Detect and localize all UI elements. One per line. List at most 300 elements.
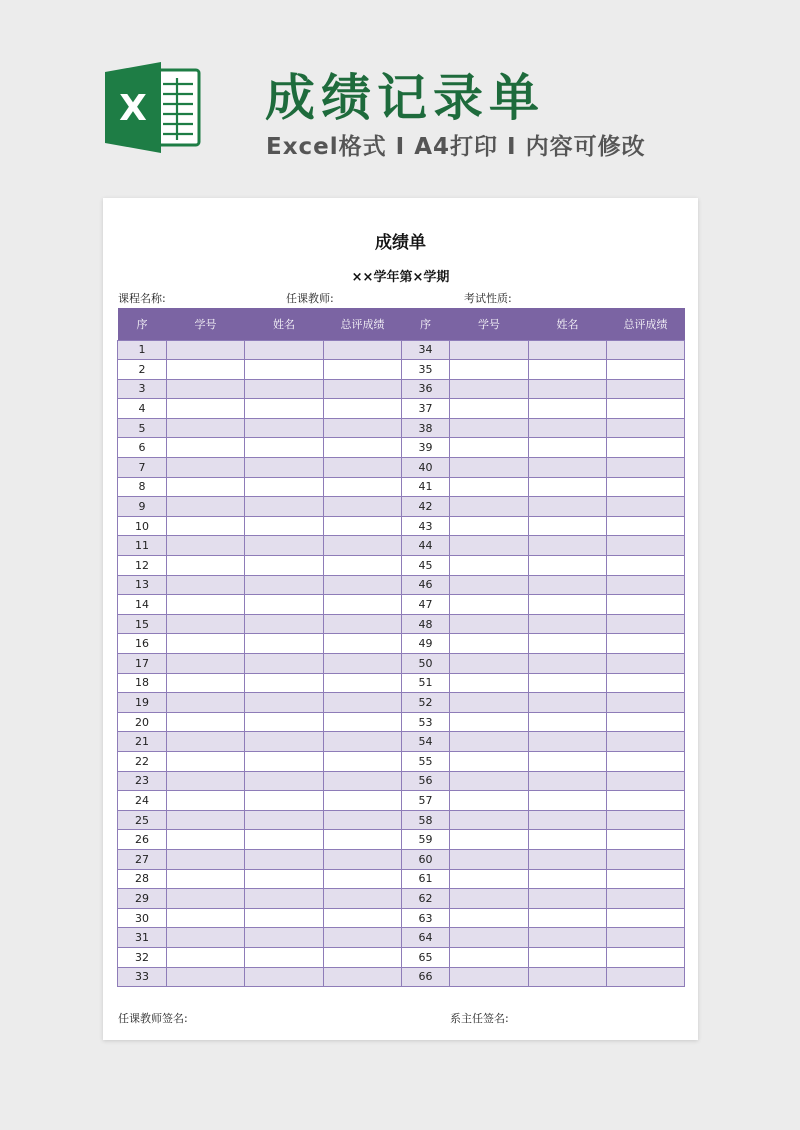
name-cell[interactable] bbox=[529, 928, 607, 948]
student-id-cell[interactable] bbox=[167, 810, 245, 830]
total-score-cell[interactable] bbox=[607, 477, 685, 497]
seq-cell: 53 bbox=[402, 712, 450, 732]
student-id-cell[interactable] bbox=[167, 849, 245, 869]
name-cell[interactable] bbox=[245, 791, 324, 811]
total-score-cell[interactable] bbox=[607, 967, 685, 987]
total-score-cell[interactable] bbox=[324, 497, 402, 517]
name-cell[interactable] bbox=[529, 458, 607, 478]
student-id-cell[interactable] bbox=[167, 967, 245, 987]
document-sheet bbox=[103, 198, 698, 1040]
seq-cell: 42 bbox=[402, 497, 450, 517]
total-score-cell[interactable] bbox=[324, 908, 402, 928]
student-id-cell[interactable] bbox=[450, 810, 529, 830]
table-row bbox=[118, 634, 685, 654]
total-score-cell[interactable] bbox=[607, 516, 685, 536]
teacher-label: 任课教师: bbox=[286, 292, 334, 305]
seq-cell: 64 bbox=[402, 928, 450, 948]
name-cell[interactable] bbox=[529, 771, 607, 791]
name-cell[interactable] bbox=[529, 536, 607, 556]
name-cell[interactable] bbox=[245, 751, 324, 771]
student-id-cell[interactable] bbox=[450, 340, 529, 360]
name-cell[interactable] bbox=[245, 379, 324, 399]
name-cell[interactable] bbox=[529, 732, 607, 752]
name-cell[interactable] bbox=[529, 595, 607, 615]
total-score-cell[interactable] bbox=[607, 791, 685, 811]
name-cell[interactable] bbox=[245, 634, 324, 654]
name-cell[interactable] bbox=[245, 732, 324, 752]
seq-cell: 18 bbox=[118, 673, 167, 693]
total-score-cell[interactable] bbox=[324, 693, 402, 713]
name-cell[interactable] bbox=[529, 751, 607, 771]
table-row bbox=[118, 967, 685, 987]
name-cell[interactable] bbox=[245, 614, 324, 634]
student-id-cell[interactable] bbox=[450, 418, 529, 438]
seq-cell: 39 bbox=[402, 438, 450, 458]
table-header-row bbox=[118, 308, 685, 340]
student-id-cell[interactable] bbox=[167, 928, 245, 948]
student-id-cell[interactable] bbox=[450, 497, 529, 517]
name-cell[interactable] bbox=[529, 516, 607, 536]
table-row bbox=[118, 849, 685, 869]
table-row bbox=[118, 712, 685, 732]
total-score-cell[interactable] bbox=[607, 614, 685, 634]
grades-table bbox=[117, 308, 685, 987]
total-score-cell[interactable] bbox=[324, 751, 402, 771]
total-score-cell[interactable] bbox=[324, 869, 402, 889]
seq-cell: 57 bbox=[402, 791, 450, 811]
table-row bbox=[118, 614, 685, 634]
name-cell[interactable] bbox=[529, 379, 607, 399]
total-score-cell[interactable] bbox=[607, 712, 685, 732]
name-cell[interactable] bbox=[245, 458, 324, 478]
student-id-cell[interactable] bbox=[450, 947, 529, 967]
grades-table-body bbox=[118, 340, 685, 987]
name-cell[interactable] bbox=[529, 477, 607, 497]
student-id-cell[interactable] bbox=[167, 575, 245, 595]
total-score-cell[interactable] bbox=[607, 556, 685, 576]
name-cell[interactable] bbox=[529, 791, 607, 811]
banner-subtitle: Excel格式 I A4打印 I 内容可修改 bbox=[266, 134, 646, 160]
total-score-cell[interactable] bbox=[607, 771, 685, 791]
student-id-cell[interactable] bbox=[450, 928, 529, 948]
table-row bbox=[118, 771, 685, 791]
student-id-cell[interactable] bbox=[167, 614, 245, 634]
total-score-cell[interactable] bbox=[324, 477, 402, 497]
name-cell[interactable] bbox=[245, 516, 324, 536]
name-cell[interactable] bbox=[245, 673, 324, 693]
seq-cell: 60 bbox=[402, 849, 450, 869]
name-cell[interactable] bbox=[529, 889, 607, 909]
student-id-cell[interactable] bbox=[450, 830, 529, 850]
student-id-cell[interactable] bbox=[167, 634, 245, 654]
seq-cell: 12 bbox=[118, 556, 167, 576]
total-score-cell[interactable] bbox=[607, 536, 685, 556]
table-row bbox=[118, 751, 685, 771]
seq-cell: 27 bbox=[118, 849, 167, 869]
name-cell[interactable] bbox=[245, 810, 324, 830]
name-cell[interactable] bbox=[529, 556, 607, 576]
student-id-cell[interactable] bbox=[167, 418, 245, 438]
total-score-cell[interactable] bbox=[607, 575, 685, 595]
seq-cell: 15 bbox=[118, 614, 167, 634]
table-row bbox=[118, 438, 685, 458]
dept-head-signature-label: 系主任签名: bbox=[450, 1012, 509, 1025]
student-id-cell[interactable] bbox=[450, 438, 529, 458]
header-student-id: 学号 bbox=[450, 308, 529, 340]
total-score-cell[interactable] bbox=[607, 693, 685, 713]
exam-type-label: 考试性质: bbox=[464, 292, 512, 305]
header-student-id: 学号 bbox=[167, 308, 245, 340]
table-row bbox=[118, 693, 685, 713]
total-score-cell[interactable] bbox=[324, 967, 402, 987]
total-score-cell[interactable] bbox=[324, 889, 402, 909]
seq-cell: 59 bbox=[402, 830, 450, 850]
student-id-cell[interactable] bbox=[167, 516, 245, 536]
banner-title: 成绩记录单 bbox=[265, 69, 545, 127]
name-cell[interactable] bbox=[245, 889, 324, 909]
total-score-cell[interactable] bbox=[607, 418, 685, 438]
total-score-cell[interactable] bbox=[324, 810, 402, 830]
name-cell[interactable] bbox=[245, 438, 324, 458]
table-row bbox=[118, 595, 685, 615]
student-id-cell[interactable] bbox=[450, 458, 529, 478]
student-id-cell[interactable] bbox=[450, 379, 529, 399]
total-score-cell[interactable] bbox=[324, 575, 402, 595]
total-score-cell[interactable] bbox=[324, 438, 402, 458]
seq-cell: 56 bbox=[402, 771, 450, 791]
total-score-cell[interactable] bbox=[324, 399, 402, 419]
seq-cell: 49 bbox=[402, 634, 450, 654]
total-score-cell[interactable] bbox=[607, 908, 685, 928]
document-title: 成绩单 bbox=[375, 233, 426, 253]
total-score-cell[interactable] bbox=[324, 418, 402, 438]
seq-cell: 37 bbox=[402, 399, 450, 419]
total-score-cell[interactable] bbox=[607, 830, 685, 850]
name-cell[interactable] bbox=[245, 869, 324, 889]
table-row bbox=[118, 889, 685, 909]
header-total-score: 总评成绩 bbox=[324, 308, 402, 340]
total-score-cell[interactable] bbox=[324, 830, 402, 850]
table-row bbox=[118, 418, 685, 438]
name-cell[interactable] bbox=[245, 477, 324, 497]
total-score-cell[interactable] bbox=[324, 947, 402, 967]
total-score-cell[interactable] bbox=[324, 673, 402, 693]
total-score-cell[interactable] bbox=[324, 595, 402, 615]
student-id-cell[interactable] bbox=[167, 536, 245, 556]
student-id-cell[interactable] bbox=[450, 673, 529, 693]
student-id-cell[interactable] bbox=[450, 614, 529, 634]
name-cell[interactable] bbox=[245, 967, 324, 987]
student-id-cell[interactable] bbox=[450, 889, 529, 909]
total-score-cell[interactable] bbox=[607, 595, 685, 615]
seq-cell: 30 bbox=[118, 908, 167, 928]
seq-cell: 61 bbox=[402, 869, 450, 889]
total-score-cell[interactable] bbox=[324, 360, 402, 380]
student-id-cell[interactable] bbox=[167, 458, 245, 478]
total-score-cell[interactable] bbox=[324, 654, 402, 674]
seq-cell: 51 bbox=[402, 673, 450, 693]
name-cell[interactable] bbox=[529, 438, 607, 458]
name-cell[interactable] bbox=[529, 908, 607, 928]
student-id-cell[interactable] bbox=[167, 556, 245, 576]
total-score-cell[interactable] bbox=[607, 458, 685, 478]
header-name: 姓名 bbox=[529, 308, 607, 340]
student-id-cell[interactable] bbox=[167, 693, 245, 713]
total-score-cell[interactable] bbox=[324, 732, 402, 752]
name-cell[interactable] bbox=[529, 654, 607, 674]
student-id-cell[interactable] bbox=[167, 497, 245, 517]
seq-cell: 33 bbox=[118, 967, 167, 987]
total-score-cell[interactable] bbox=[607, 947, 685, 967]
student-id-cell[interactable] bbox=[167, 908, 245, 928]
seq-cell: 40 bbox=[402, 458, 450, 478]
total-score-cell[interactable] bbox=[324, 340, 402, 360]
name-cell[interactable] bbox=[245, 340, 324, 360]
student-id-cell[interactable] bbox=[167, 771, 245, 791]
name-cell[interactable] bbox=[529, 712, 607, 732]
student-id-cell[interactable] bbox=[450, 869, 529, 889]
total-score-cell[interactable] bbox=[324, 791, 402, 811]
name-cell[interactable] bbox=[245, 908, 324, 928]
name-cell[interactable] bbox=[529, 869, 607, 889]
student-id-cell[interactable] bbox=[167, 438, 245, 458]
header-name: 姓名 bbox=[245, 308, 324, 340]
total-score-cell[interactable] bbox=[607, 928, 685, 948]
name-cell[interactable] bbox=[245, 928, 324, 948]
name-cell[interactable] bbox=[245, 418, 324, 438]
total-score-cell[interactable] bbox=[607, 497, 685, 517]
student-id-cell[interactable] bbox=[450, 360, 529, 380]
logo-letter: X bbox=[119, 88, 147, 129]
student-id-cell[interactable] bbox=[167, 791, 245, 811]
name-cell[interactable] bbox=[529, 810, 607, 830]
seq-cell: 34 bbox=[402, 340, 450, 360]
seq-cell: 65 bbox=[402, 947, 450, 967]
seq-cell: 46 bbox=[402, 575, 450, 595]
seq-cell: 45 bbox=[402, 556, 450, 576]
total-score-cell[interactable] bbox=[607, 889, 685, 909]
student-id-cell[interactable] bbox=[450, 654, 529, 674]
table-row bbox=[118, 536, 685, 556]
seq-cell: 35 bbox=[402, 360, 450, 380]
name-cell[interactable] bbox=[245, 399, 324, 419]
student-id-cell[interactable] bbox=[167, 340, 245, 360]
seq-cell: 20 bbox=[118, 712, 167, 732]
table-row bbox=[118, 673, 685, 693]
seq-cell: 32 bbox=[118, 947, 167, 967]
name-cell[interactable] bbox=[245, 947, 324, 967]
course-name-label: 课程名称: bbox=[118, 292, 166, 305]
table-row bbox=[118, 516, 685, 536]
student-id-cell[interactable] bbox=[450, 477, 529, 497]
table-row bbox=[118, 908, 685, 928]
seq-cell: 24 bbox=[118, 791, 167, 811]
name-cell[interactable] bbox=[529, 849, 607, 869]
seq-cell: 3 bbox=[118, 379, 167, 399]
seq-cell: 10 bbox=[118, 516, 167, 536]
seq-cell: 38 bbox=[402, 418, 450, 438]
total-score-cell[interactable] bbox=[607, 360, 685, 380]
seq-cell: 21 bbox=[118, 732, 167, 752]
name-cell[interactable] bbox=[529, 830, 607, 850]
table-row bbox=[118, 497, 685, 517]
name-cell[interactable] bbox=[245, 575, 324, 595]
total-score-cell[interactable] bbox=[607, 399, 685, 419]
student-id-cell[interactable] bbox=[450, 771, 529, 791]
name-cell[interactable] bbox=[529, 399, 607, 419]
name-cell[interactable] bbox=[245, 771, 324, 791]
student-id-cell[interactable] bbox=[167, 379, 245, 399]
student-id-cell[interactable] bbox=[450, 849, 529, 869]
seq-cell: 31 bbox=[118, 928, 167, 948]
student-id-cell[interactable] bbox=[167, 830, 245, 850]
student-id-cell[interactable] bbox=[167, 673, 245, 693]
seq-cell: 50 bbox=[402, 654, 450, 674]
table-row bbox=[118, 947, 685, 967]
student-id-cell[interactable] bbox=[450, 751, 529, 771]
total-score-cell[interactable] bbox=[607, 751, 685, 771]
name-cell[interactable] bbox=[245, 360, 324, 380]
seq-cell: 22 bbox=[118, 751, 167, 771]
student-id-cell[interactable] bbox=[167, 751, 245, 771]
name-cell[interactable] bbox=[245, 654, 324, 674]
seq-cell: 66 bbox=[402, 967, 450, 987]
seq-cell: 4 bbox=[118, 399, 167, 419]
student-id-cell[interactable] bbox=[167, 595, 245, 615]
name-cell[interactable] bbox=[245, 536, 324, 556]
total-score-cell[interactable] bbox=[324, 516, 402, 536]
seq-cell: 7 bbox=[118, 458, 167, 478]
total-score-cell[interactable] bbox=[324, 634, 402, 654]
name-cell[interactable] bbox=[529, 693, 607, 713]
student-id-cell[interactable] bbox=[167, 869, 245, 889]
name-cell[interactable] bbox=[529, 673, 607, 693]
student-id-cell[interactable] bbox=[450, 516, 529, 536]
student-id-cell[interactable] bbox=[450, 575, 529, 595]
name-cell[interactable] bbox=[245, 712, 324, 732]
seq-cell: 41 bbox=[402, 477, 450, 497]
total-score-cell[interactable] bbox=[607, 379, 685, 399]
name-cell[interactable] bbox=[529, 967, 607, 987]
seq-cell: 5 bbox=[118, 418, 167, 438]
seq-cell: 17 bbox=[118, 654, 167, 674]
name-cell[interactable] bbox=[529, 418, 607, 438]
name-cell[interactable] bbox=[529, 340, 607, 360]
total-score-cell[interactable] bbox=[324, 536, 402, 556]
name-cell[interactable] bbox=[245, 693, 324, 713]
name-cell[interactable] bbox=[529, 360, 607, 380]
student-id-cell[interactable] bbox=[450, 967, 529, 987]
name-cell[interactable] bbox=[245, 595, 324, 615]
table-row bbox=[118, 340, 685, 360]
seq-cell: 28 bbox=[118, 869, 167, 889]
total-score-cell[interactable] bbox=[607, 810, 685, 830]
student-id-cell[interactable] bbox=[450, 634, 529, 654]
total-score-cell[interactable] bbox=[324, 556, 402, 576]
name-cell[interactable] bbox=[529, 947, 607, 967]
student-id-cell[interactable] bbox=[167, 732, 245, 752]
total-score-cell[interactable] bbox=[607, 654, 685, 674]
total-score-cell[interactable] bbox=[607, 869, 685, 889]
name-cell[interactable] bbox=[245, 830, 324, 850]
seq-cell: 25 bbox=[118, 810, 167, 830]
total-score-cell[interactable] bbox=[607, 673, 685, 693]
total-score-cell[interactable] bbox=[607, 634, 685, 654]
student-id-cell[interactable] bbox=[167, 947, 245, 967]
total-score-cell[interactable] bbox=[324, 771, 402, 791]
total-score-cell[interactable] bbox=[607, 340, 685, 360]
seq-cell: 6 bbox=[118, 438, 167, 458]
table-row bbox=[118, 556, 685, 576]
seq-cell: 13 bbox=[118, 575, 167, 595]
total-score-cell[interactable] bbox=[607, 438, 685, 458]
student-id-cell[interactable] bbox=[167, 360, 245, 380]
student-id-cell[interactable] bbox=[450, 556, 529, 576]
header-total-score: 总评成绩 bbox=[607, 308, 685, 340]
seq-cell: 48 bbox=[402, 614, 450, 634]
seq-cell: 1 bbox=[118, 340, 167, 360]
student-id-cell[interactable] bbox=[167, 889, 245, 909]
seq-cell: 8 bbox=[118, 477, 167, 497]
name-cell[interactable] bbox=[245, 849, 324, 869]
student-id-cell[interactable] bbox=[450, 908, 529, 928]
name-cell[interactable] bbox=[529, 497, 607, 517]
student-id-cell[interactable] bbox=[450, 791, 529, 811]
header-seq: 序 bbox=[118, 308, 167, 340]
total-score-cell[interactable] bbox=[324, 458, 402, 478]
student-id-cell[interactable] bbox=[167, 654, 245, 674]
seq-cell: 62 bbox=[402, 889, 450, 909]
student-id-cell[interactable] bbox=[450, 712, 529, 732]
table-row bbox=[118, 869, 685, 889]
seq-cell: 43 bbox=[402, 516, 450, 536]
header-seq: 序 bbox=[402, 308, 450, 340]
name-cell[interactable] bbox=[245, 556, 324, 576]
total-score-cell[interactable] bbox=[607, 732, 685, 752]
total-score-cell[interactable] bbox=[324, 712, 402, 732]
table-row bbox=[118, 830, 685, 850]
student-id-cell[interactable] bbox=[167, 712, 245, 732]
seq-cell: 11 bbox=[118, 536, 167, 556]
total-score-cell[interactable] bbox=[324, 614, 402, 634]
excel-logo-icon bbox=[103, 60, 203, 155]
seq-cell: 23 bbox=[118, 771, 167, 791]
total-score-cell[interactable] bbox=[324, 928, 402, 948]
name-cell[interactable] bbox=[529, 575, 607, 595]
seq-cell: 26 bbox=[118, 830, 167, 850]
total-score-cell[interactable] bbox=[324, 849, 402, 869]
student-id-cell[interactable] bbox=[450, 732, 529, 752]
seq-cell: 19 bbox=[118, 693, 167, 713]
seq-cell: 58 bbox=[402, 810, 450, 830]
table-row bbox=[118, 477, 685, 497]
table-row bbox=[118, 575, 685, 595]
table-row bbox=[118, 810, 685, 830]
seq-cell: 52 bbox=[402, 693, 450, 713]
name-cell[interactable] bbox=[245, 497, 324, 517]
student-id-cell[interactable] bbox=[450, 693, 529, 713]
student-id-cell[interactable] bbox=[167, 477, 245, 497]
total-score-cell[interactable] bbox=[324, 379, 402, 399]
name-cell[interactable] bbox=[529, 614, 607, 634]
name-cell[interactable] bbox=[529, 634, 607, 654]
student-id-cell[interactable] bbox=[450, 536, 529, 556]
student-id-cell[interactable] bbox=[167, 399, 245, 419]
student-id-cell[interactable] bbox=[450, 399, 529, 419]
table-row bbox=[118, 732, 685, 752]
student-id-cell[interactable] bbox=[450, 595, 529, 615]
total-score-cell[interactable] bbox=[607, 849, 685, 869]
